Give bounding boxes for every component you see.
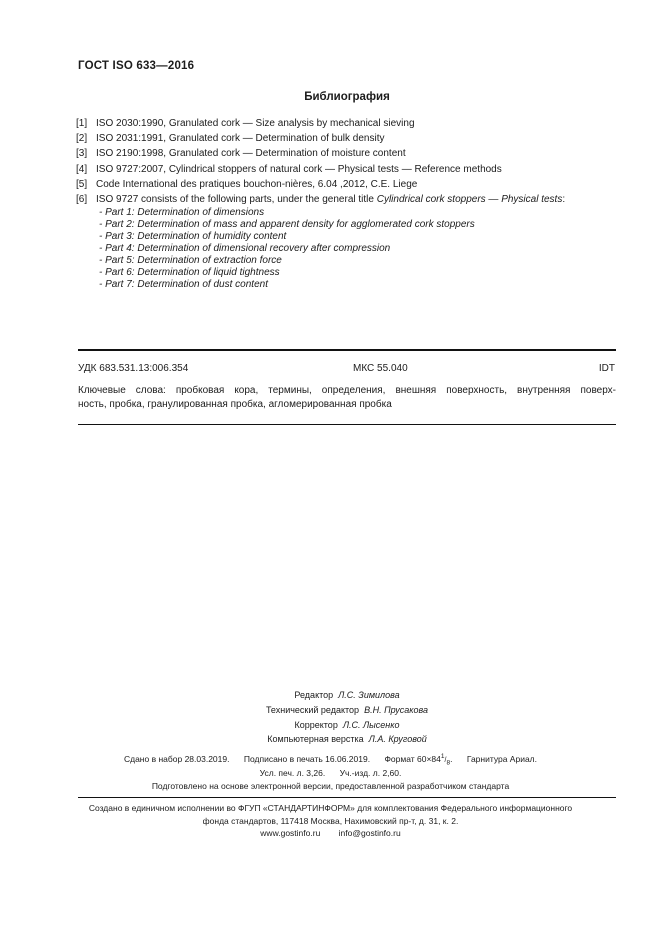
part-item: - Part 1: Determination of dimensions bbox=[99, 207, 265, 219]
part-item: - Part 7: Determination of dust content bbox=[99, 279, 268, 291]
credit-name: Л.А. Круговой bbox=[368, 734, 427, 745]
format-denominator: 8 bbox=[446, 759, 451, 767]
credit-row bbox=[78, 732, 616, 747]
credit-role: Корректор bbox=[294, 719, 338, 730]
keywords-paragraph bbox=[78, 384, 616, 412]
imprint-line-1 bbox=[0, 753, 661, 767]
footer-block bbox=[0, 802, 661, 840]
imprint-typeset-date: Сдано в набор 28.03.2019. bbox=[123, 754, 230, 764]
footer-links bbox=[0, 827, 661, 840]
ref-text bbox=[96, 192, 616, 207]
ref-text: ISO 2030:1990, Granulated cork — Size analysis by mechanical sieving bbox=[96, 118, 415, 129]
bibliography-item bbox=[76, 162, 616, 177]
credit-name: Л.С. Зимилова bbox=[338, 690, 400, 700]
credits-block bbox=[78, 688, 616, 747]
ref-text: Code International des pratiques bouchon-nières, 6.04 ,2012, C.E. Liege bbox=[96, 178, 418, 190]
bibliography-item bbox=[76, 192, 616, 207]
part-item: - Part 4: Determination of dimensional recovery after compression bbox=[99, 243, 391, 255]
ref-text-suffix: : bbox=[562, 194, 566, 206]
bibliography-item bbox=[76, 146, 616, 161]
parts-list bbox=[99, 207, 616, 291]
credit-role: Технический редактор bbox=[265, 704, 360, 715]
footer-website: www.gostinfo.ru bbox=[260, 828, 321, 839]
credit-name: В.Н. Прусакова bbox=[364, 704, 429, 715]
imprint-block bbox=[0, 753, 661, 792]
format-text: Формат 60×84 bbox=[384, 754, 441, 764]
credit-row bbox=[78, 718, 616, 733]
bibliography-item bbox=[76, 131, 616, 146]
ref-text: ISO 2031:1991, Granulated cork — Determination of bulk density bbox=[96, 133, 385, 145]
bibliography-item bbox=[76, 116, 616, 131]
footer-email: info@gostinfo.ru bbox=[338, 828, 401, 839]
page-title: Библиография bbox=[304, 91, 390, 103]
imprint-format bbox=[384, 753, 453, 767]
format-period: . bbox=[450, 754, 453, 764]
separator-rule-footer bbox=[78, 797, 616, 798]
ref-text: ISO 2190:1998, Granulated cork — Determination of moisture content bbox=[96, 148, 406, 160]
imprint-conventional-sheets: Усл. печ. л. 3,26. bbox=[259, 768, 326, 779]
credit-row bbox=[78, 688, 616, 703]
credit-name: Л.С. Лысенко bbox=[342, 719, 400, 730]
imprint-line-3: Подготовлено на основе электронной версии, предоставленной разработчиком стандарта bbox=[151, 780, 510, 791]
credit-role: Редактор bbox=[294, 690, 334, 700]
ref-number: [3] bbox=[76, 148, 88, 160]
credit-row bbox=[78, 703, 616, 718]
format-numerator: 1 bbox=[440, 753, 445, 761]
imprint-line-2 bbox=[0, 767, 661, 779]
bibliography-list bbox=[76, 116, 616, 291]
ref-number: [4] bbox=[76, 163, 88, 175]
keywords-line-2: ность, пробка, гранулированная пробка, агломерированная пробка bbox=[78, 399, 392, 410]
ref-number: [5] bbox=[76, 178, 88, 190]
ref-text: ISO 9727:2007, Cylindrical stoppers of natural cork — Physical tests — Reference methods bbox=[96, 163, 502, 175]
part-item: - Part 3: Determination of humidity content bbox=[99, 231, 287, 243]
imprint-publishing-sheets: Уч.-изд. л. 2,60. bbox=[339, 768, 402, 779]
udk-code: УДК 683.531.13:006.354 bbox=[78, 363, 189, 374]
classification-row bbox=[78, 363, 616, 377]
bibliography-item bbox=[76, 177, 616, 192]
mks-code: МКС 55.040 bbox=[353, 363, 408, 374]
ref-number: [6] bbox=[76, 194, 88, 206]
footer-line-1: Создано в единичном исполнении во ФГУП «СТАНДАРТИНФОРМ» для комплектования Федерального информационного bbox=[88, 803, 573, 813]
ref-number: [2] bbox=[76, 133, 88, 145]
credit-role: Компьютерная верстка bbox=[267, 734, 364, 745]
footer-line-2: фонда стандартов, 117418 Москва, Нахимовский пр-т, д. 31, к. 2. bbox=[202, 815, 459, 826]
standard-designation: ГОСТ ISO 633—2016 bbox=[78, 60, 195, 72]
ref-text-prefix: ISO 9727 consists of the following parts, under the general title bbox=[96, 194, 377, 206]
idt-label: IDT bbox=[598, 363, 615, 374]
keywords-line-1: Ключевые слова: пробковая кора, термины, определения, внешняя поверхность, внутренняя поверх- bbox=[78, 385, 616, 396]
imprint-typeface: Гарнитура Ариал. bbox=[466, 754, 538, 764]
separator-rule-keywords bbox=[78, 424, 616, 425]
ref-title-italic: Cylindrical cork stoppers — Physical tests bbox=[376, 194, 563, 206]
part-item: - Part 6: Determination of liquid tightness bbox=[99, 267, 280, 279]
imprint-signed-date: Подписано в печать 16.06.2019. bbox=[243, 754, 371, 764]
part-item: - Part 5: Determination of extraction force bbox=[99, 255, 282, 267]
ref-number: [1] bbox=[76, 118, 88, 129]
part-item: - Part 2: Determination of mass and apparent density for agglomerated cork stoppers bbox=[99, 219, 475, 231]
separator-rule-top bbox=[78, 349, 616, 351]
format-slash: / bbox=[444, 757, 447, 764]
